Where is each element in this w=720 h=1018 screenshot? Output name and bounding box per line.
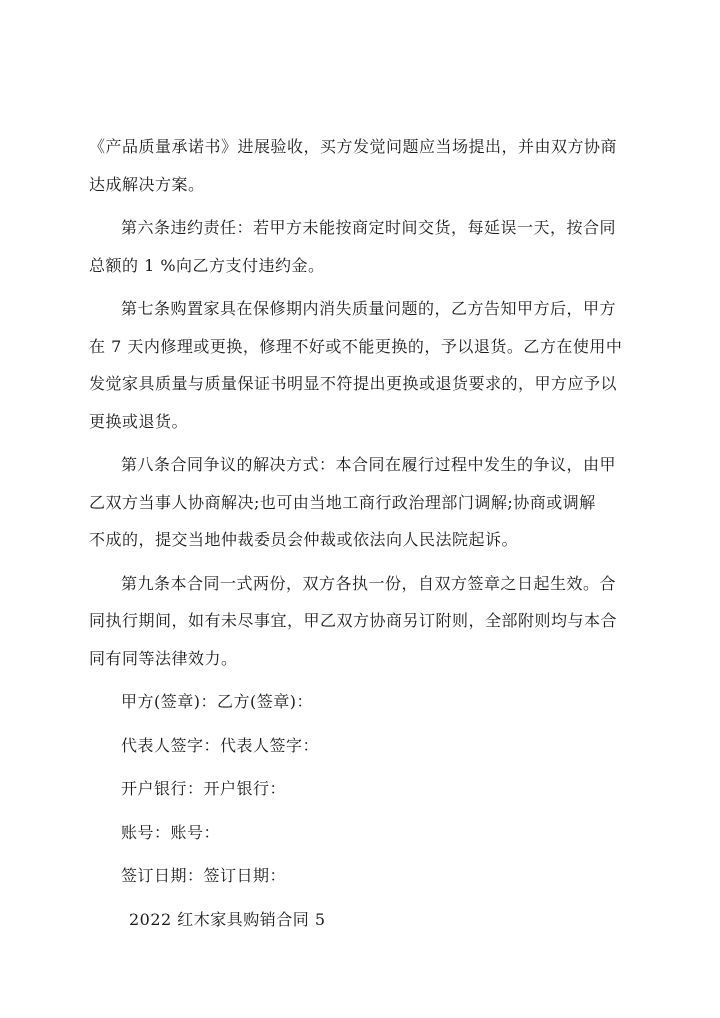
text-line: 第八条合同争议的解决方式：本合同在履行过程中发生的争议，由甲	[121, 455, 617, 474]
text-line: 第七条购置家具在保修期内消失质量问题的，乙方告知甲方后，甲方	[121, 299, 617, 318]
signature-bank-line: 开户银行：开户银行：	[121, 779, 287, 798]
document-body	[89, 128, 634, 938]
text-line: 达成解决方案。	[89, 174, 205, 194]
text-line: 在 7 天内修理或更换，修理不好或不能更换的，予以退货。乙方在使用中	[89, 336, 623, 356]
text-line: 总额的 1 %向乙方支付违约金。	[89, 255, 325, 275]
paragraph-article-8	[89, 446, 634, 559]
text-line: 同有同等法律效力。	[89, 648, 238, 668]
text-line: 乙双方当事人协商解决;也可由当地工商行政治理部门调解;协商或调解	[89, 492, 596, 512]
paragraph-article-9	[89, 565, 634, 678]
text-line: 同执行期间，如有未尽事宜，甲乙双方协商另订附则，全部附则均与本合	[89, 611, 618, 630]
signature-date-line: 签订日期：签订日期：	[121, 866, 287, 885]
text-line: 发觉家具质量与质量保证书明显不符提出更换或退货要求的，甲方应予以	[89, 374, 618, 393]
text-line: 更换或退货。	[89, 411, 189, 431]
paragraph-article-7	[89, 290, 634, 440]
text-line: 《产品质量承诺书》进展验收，买方发觉问题应当场提出，并由双方协商	[89, 137, 618, 156]
signature-seal-line: 甲方(签章)：乙方(签章)：	[121, 692, 313, 711]
text-line: 不成的，提交当地仲裁委员会仲裁或依法向人民法院起诉。	[89, 530, 519, 549]
paragraph-article-6	[89, 209, 634, 284]
next-section-heading: 2022 红木家具购销合同 5	[129, 909, 326, 929]
signature-account-line: 账号：账号：	[121, 822, 221, 842]
text-line: 第六条违约责任：若甲方未能按商定时间交货，每延误一天，按合同	[121, 218, 617, 237]
text-line: 第九条本合同一式两份，双方各执一份，自双方签章之日起生效。合	[121, 573, 617, 593]
signature-representative-line: 代表人签字：代表人签字：	[121, 735, 320, 755]
paragraph-continuation	[89, 128, 634, 203]
